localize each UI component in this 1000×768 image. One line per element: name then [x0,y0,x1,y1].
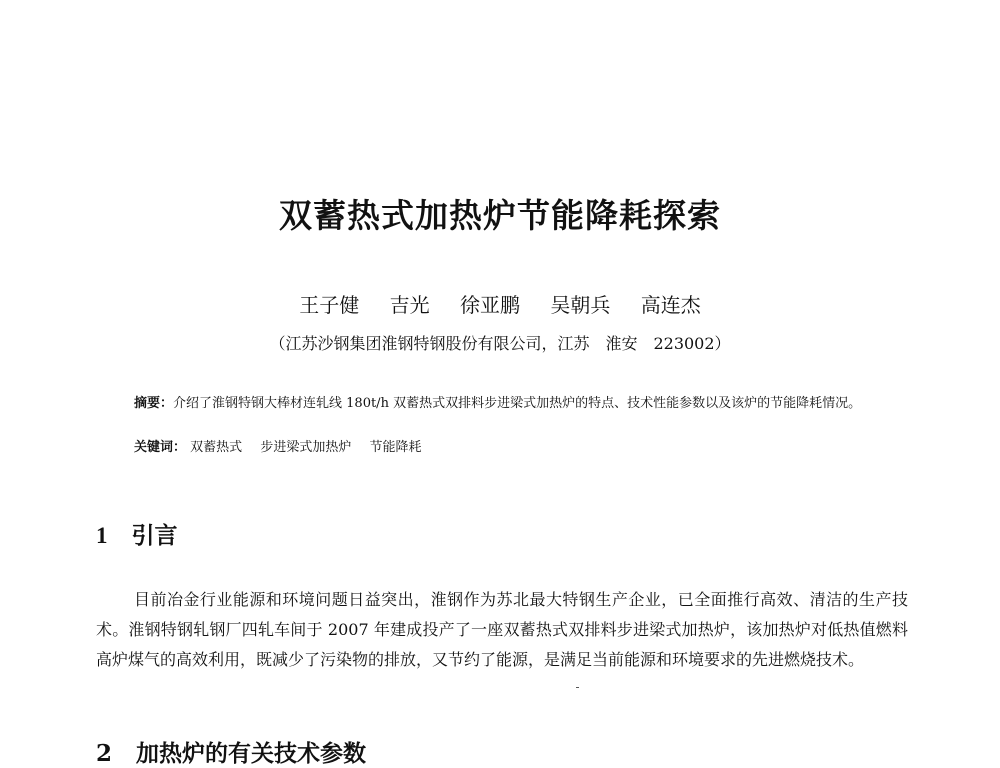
section-title: 引言 [131,523,178,549]
paper-title: 双蓄热式加热炉节能降耗探索 [279,196,721,235]
affiliation: （江苏沙钢集团淮钢特钢股份有限公司，江苏 淮安 223002） [269,334,731,353]
abstract-label: 摘要： [134,396,174,411]
abstract [134,393,886,415]
section-heading [96,735,366,768]
author-list [0,289,1000,318]
section-number: 1 [96,523,108,548]
scan-speck [576,687,579,688]
keywords-label: 关键词： [134,440,187,455]
keywords [134,437,886,459]
section-number: 2 [96,740,113,767]
body-paragraph: 目前冶金行业能源和环境问题日益突出，淮钢作为苏北最大特钢生产企业，已全面推行高效、清洁的生产技术。淮钢特钢轧钢厂四轧车间于 2007 年建成投产了一座双蓄热式双排料步进梁式加热炉，该加热炉对低热值燃料高炉煤气的高效利用，既减少了污染物的排放，又节约了能源，是满足当前能源和环境要求的先进燃烧技术。 [96,590,908,669]
keyword: 步进梁式加热炉 [260,440,352,455]
keyword: 双蓄热式 [190,440,243,455]
abstract-text: 介绍了淮钢特钢大棒材连轧线 180t/h 双蓄热式双排料步进梁式加热炉的特点、技术性能参数以及该炉的节能降耗情况。 [173,396,862,411]
keyword: 节能降耗 [369,440,422,455]
author-name: 王子健 [299,293,360,317]
author-name: 高连杰 [640,293,701,317]
author-name: 吴朝兵 [550,293,611,317]
section-heading [96,517,178,550]
author-name: 吉光 [389,293,430,317]
section-title: 加热炉的有关技术参数 [136,741,367,767]
author-name: 徐亚鹏 [460,293,520,317]
